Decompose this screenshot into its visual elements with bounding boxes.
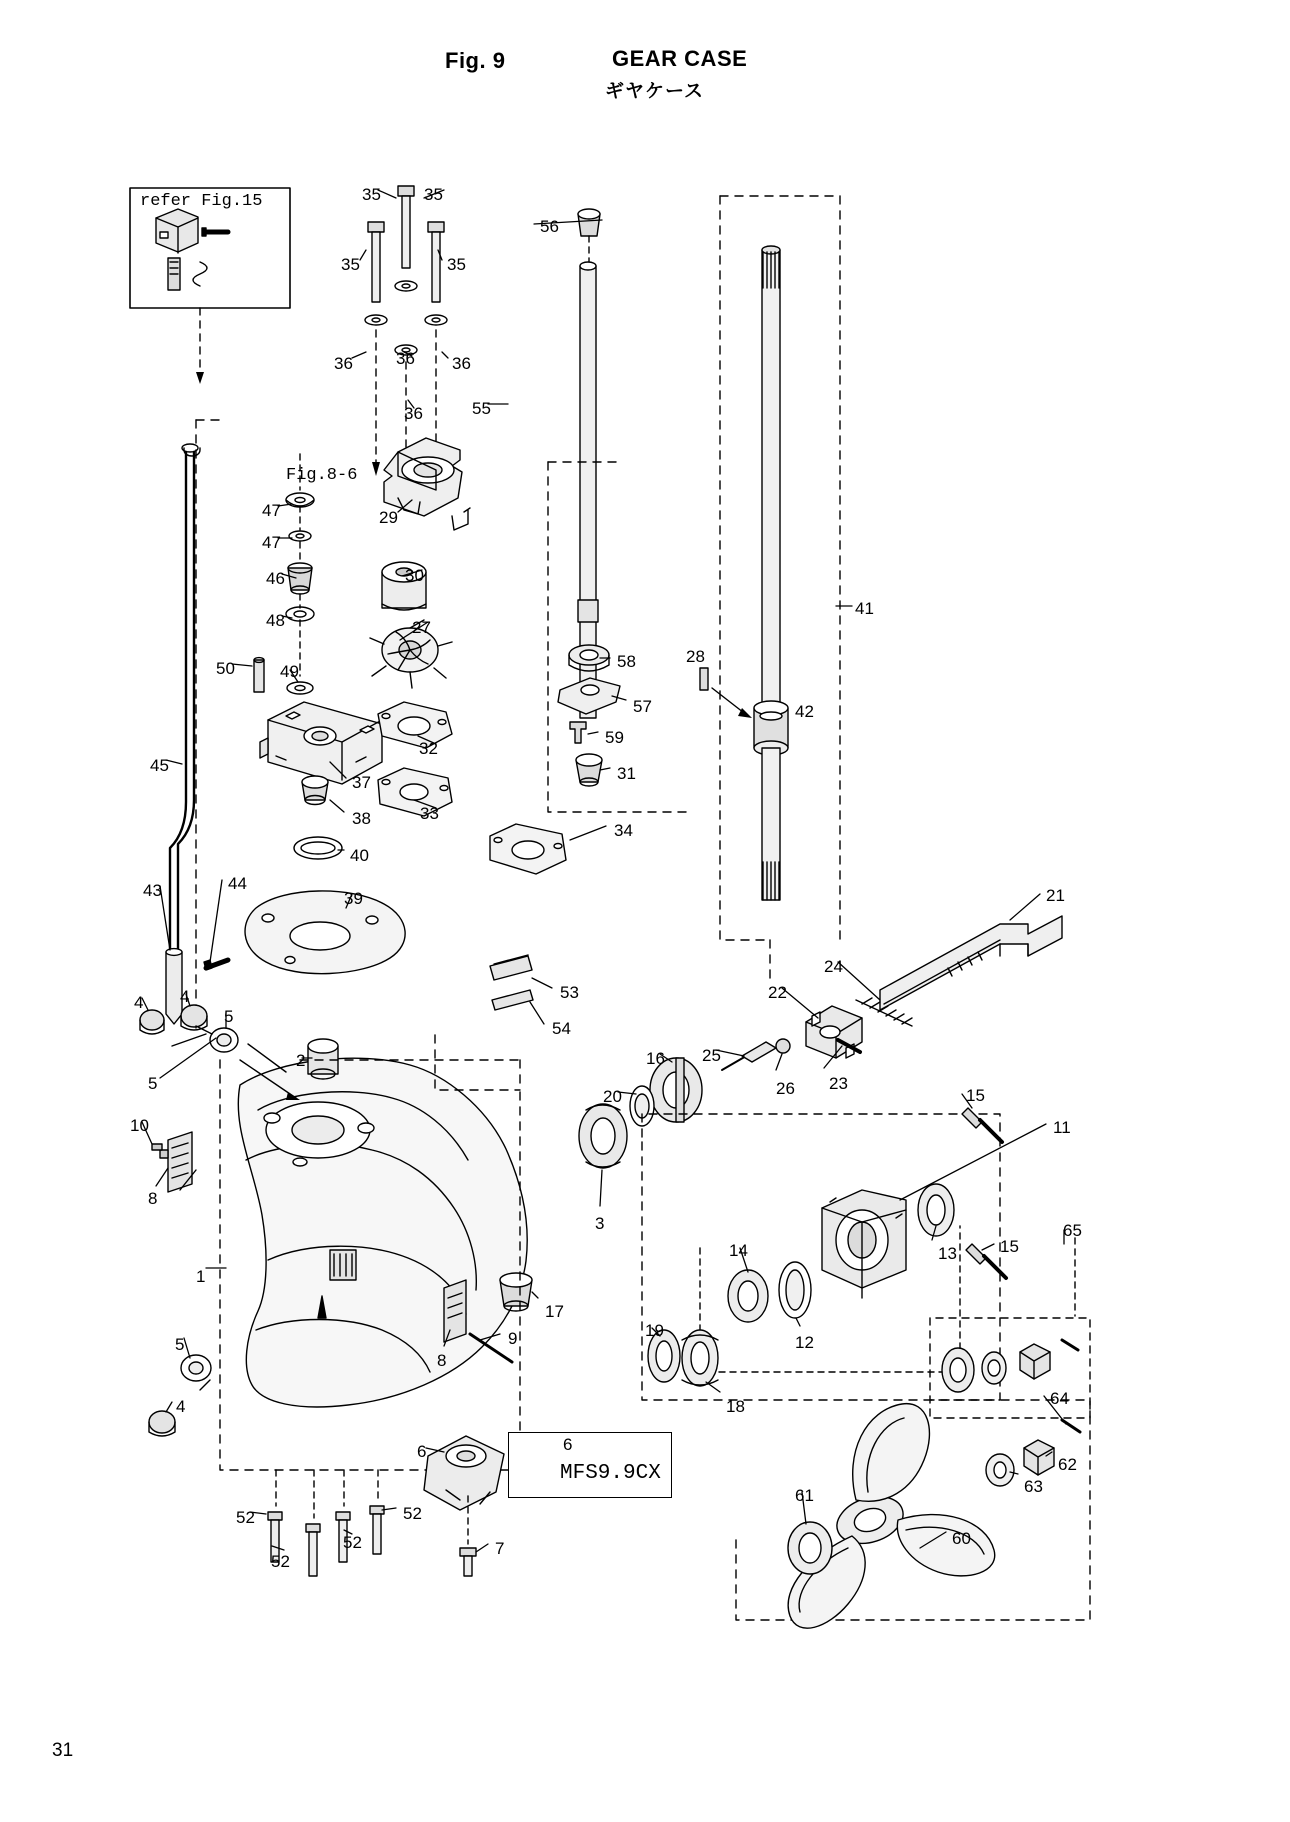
callout-47-a: 47 bbox=[262, 501, 281, 520]
callout-21: 21 bbox=[1046, 886, 1065, 905]
callout-3: 3 bbox=[595, 1214, 605, 1233]
callout-55: 55 bbox=[472, 399, 491, 418]
callout-52-b: 52 bbox=[403, 1504, 422, 1523]
callout-14: 14 bbox=[729, 1241, 748, 1260]
callout-52-c: 52 bbox=[271, 1552, 290, 1571]
callout-23: 23 bbox=[829, 1074, 848, 1093]
callout-53: 53 bbox=[560, 983, 579, 1002]
callout-30: 30 bbox=[405, 566, 424, 585]
callout-40: 40 bbox=[350, 846, 369, 865]
callout-58: 58 bbox=[617, 652, 636, 671]
callout-39: 39 bbox=[344, 889, 363, 908]
callout-17: 17 bbox=[545, 1302, 564, 1321]
callout-47-b: 47 bbox=[262, 533, 281, 552]
callout-1: 1 bbox=[196, 1267, 206, 1286]
callout-56: 56 bbox=[540, 217, 559, 236]
callout-37: 37 bbox=[352, 773, 371, 792]
note-refer-fig15: refer Fig.15 bbox=[140, 192, 263, 211]
callout-52-d: 52 bbox=[343, 1533, 362, 1552]
callout-48: 48 bbox=[266, 611, 285, 630]
callout-15-b: 15 bbox=[1000, 1237, 1019, 1256]
callout-10: 10 bbox=[130, 1116, 149, 1135]
page-title: GEAR CASE bbox=[612, 46, 748, 71]
callout-25: 25 bbox=[702, 1046, 721, 1065]
callout-36-d: 36 bbox=[404, 404, 423, 423]
callout-6-a: 6 bbox=[417, 1442, 427, 1461]
callout-35-d: 35 bbox=[447, 255, 466, 274]
callout-33: 33 bbox=[420, 804, 439, 823]
callout-4-b: 4 bbox=[180, 987, 190, 1006]
callout-29: 29 bbox=[379, 508, 398, 527]
callout-32: 32 bbox=[419, 739, 438, 758]
callout-42: 42 bbox=[795, 702, 814, 721]
callout-19: 19 bbox=[645, 1321, 664, 1340]
callout-26: 26 bbox=[776, 1079, 795, 1098]
callout-27: 27 bbox=[412, 618, 431, 637]
note-fig-8-6: Fig.8-6 bbox=[286, 466, 358, 485]
callout-35-a: 35 bbox=[362, 185, 381, 204]
callout-12: 12 bbox=[795, 1333, 814, 1352]
callout-8-a: 8 bbox=[148, 1189, 158, 1208]
callout-57: 57 bbox=[633, 697, 652, 716]
callout-54: 54 bbox=[552, 1019, 571, 1038]
callout-36-b: 36 bbox=[396, 349, 415, 368]
callout-5-a: 5 bbox=[224, 1007, 234, 1026]
callout-22: 22 bbox=[768, 983, 787, 1002]
callout-7: 7 bbox=[495, 1539, 505, 1558]
callout-61: 61 bbox=[795, 1486, 814, 1505]
callout-31: 31 bbox=[617, 764, 636, 783]
callout-34: 34 bbox=[614, 821, 633, 840]
callout-41: 41 bbox=[855, 599, 874, 618]
callout-45: 45 bbox=[150, 756, 169, 775]
callout-62: 62 bbox=[1058, 1455, 1077, 1474]
callout-43: 43 bbox=[143, 881, 162, 900]
callout-20: 20 bbox=[603, 1087, 622, 1106]
callout-5-c: 5 bbox=[175, 1335, 185, 1354]
callout-2: 2 bbox=[296, 1051, 306, 1070]
callout-35-b: 35 bbox=[424, 185, 443, 204]
callout-8-b: 8 bbox=[437, 1351, 447, 1370]
callout-44: 44 bbox=[228, 874, 247, 893]
callout-36-c: 36 bbox=[452, 354, 471, 373]
callout-6-b: 6 bbox=[563, 1435, 573, 1454]
callout-15-a: 15 bbox=[966, 1086, 985, 1105]
callout-60: 60 bbox=[952, 1529, 971, 1548]
callout-4-a: 4 bbox=[134, 993, 144, 1012]
callout-11: 11 bbox=[1053, 1118, 1071, 1137]
callout-64: 64 bbox=[1050, 1389, 1069, 1408]
callout-46: 46 bbox=[266, 569, 285, 588]
figure-label: Fig. 9 bbox=[445, 48, 506, 73]
callout-59: 59 bbox=[605, 728, 624, 747]
callout-36-a: 36 bbox=[334, 354, 353, 373]
callout-18: 18 bbox=[726, 1397, 745, 1416]
callout-65: 65 bbox=[1063, 1221, 1082, 1240]
callout-49: 49 bbox=[280, 662, 299, 681]
callout-24: 24 bbox=[824, 957, 843, 976]
callout-50: 50 bbox=[216, 659, 235, 678]
callout-9: 9 bbox=[508, 1329, 518, 1348]
callout-52-a: 52 bbox=[236, 1508, 255, 1527]
callout-38: 38 bbox=[352, 809, 371, 828]
callout-4-c: 4 bbox=[176, 1397, 186, 1416]
callout-28: 28 bbox=[686, 647, 705, 666]
callout-13: 13 bbox=[938, 1244, 957, 1263]
callout-63: 63 bbox=[1024, 1477, 1043, 1496]
page-title-japanese: ギヤケース bbox=[605, 81, 705, 102]
callout-35-c: 35 bbox=[341, 255, 360, 274]
callout-16: 16 bbox=[646, 1049, 665, 1068]
model-variant-label: MFS9.9CX bbox=[560, 1462, 661, 1485]
callout-5-b: 5 bbox=[148, 1074, 158, 1093]
page-number: 31 bbox=[52, 1740, 74, 1761]
